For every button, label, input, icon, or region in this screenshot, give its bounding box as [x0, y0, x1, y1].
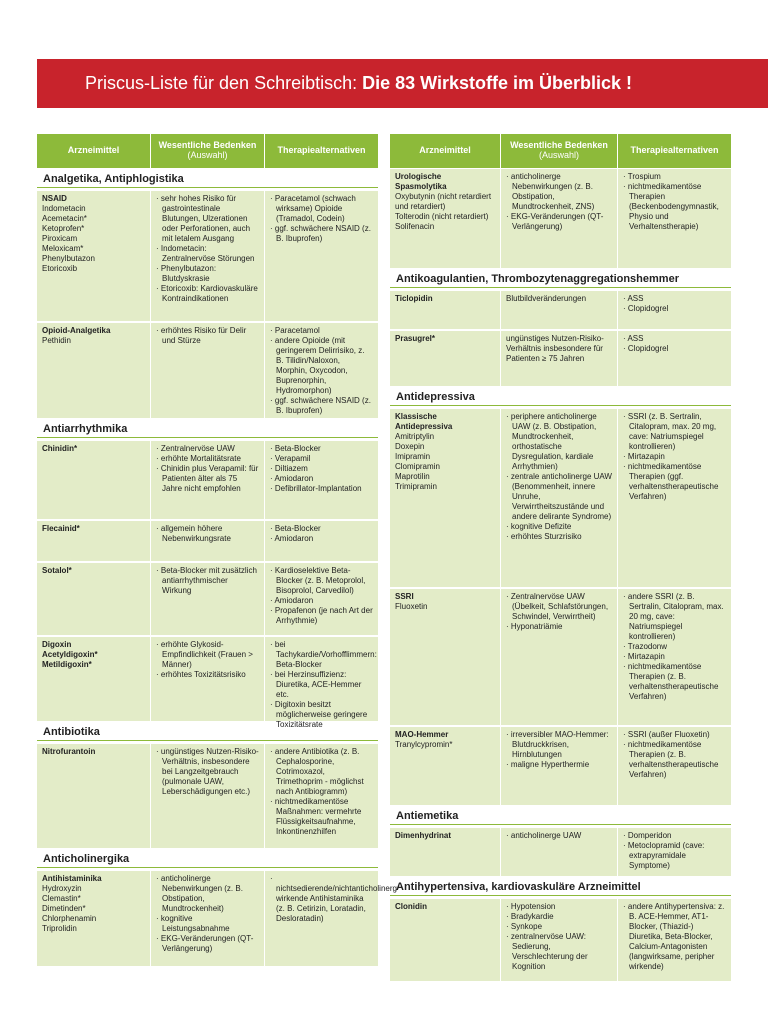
- drug-group-name: Clonidin: [395, 902, 427, 911]
- concern-cell: [151, 563, 264, 635]
- drug-group-name: Ticlopidin: [395, 294, 433, 303]
- header-alt: Therapiealternativen: [618, 134, 731, 168]
- drug-group-name: MAO-Hemmer: [395, 730, 449, 739]
- list-item: · ggf. schwächere NSAID (z. B. Ibuprofen): [270, 396, 373, 416]
- alternative-list: [270, 874, 397, 924]
- drug-name: Triprolidin: [42, 924, 77, 933]
- list-item: · Hyponatriämie: [506, 622, 612, 632]
- concern-text: Blutbildveränderungen: [506, 294, 587, 303]
- category-rows: [37, 441, 378, 729]
- drug-group-name: Digoxin: [42, 640, 72, 649]
- alternative-cell: [618, 409, 731, 587]
- concern-cell: [501, 409, 617, 587]
- drug-name: Clomipramin: [395, 462, 440, 471]
- category-rows: [390, 291, 731, 386]
- drug-cell: [37, 637, 150, 721]
- concern-list: [156, 874, 259, 954]
- concern-list: [156, 566, 259, 596]
- drug-name: Acemetacin*: [42, 214, 87, 223]
- list-item: · Domperidon: [623, 831, 726, 841]
- header-concern: [501, 134, 617, 168]
- header-concern-sub: (Auswahl): [538, 150, 579, 160]
- list-item: · ungünstiges Nutzen-Risiko-Verhältnis, insbesondere bei Langzeitgebrauch (pulmonale UAW, Leberschädigungen etc.): [156, 747, 259, 797]
- list-item: · zentrale anticholinerge UAW (Benommenheit, innere Unruhe, Verwirrtheitszustände und andere delirante Syndrome): [506, 472, 612, 522]
- list-item: · Trospium: [623, 172, 726, 182]
- concern-cell: [151, 191, 264, 321]
- category-title: Antidepressiva: [390, 389, 731, 406]
- list-item: · erhöhtes Sturzrisiko: [506, 532, 612, 542]
- drug-name: Oxybutynin (nicht retardiert und retardiert): [395, 192, 492, 211]
- concern-list: [156, 326, 259, 346]
- alternative-list: [623, 412, 726, 502]
- drug-group-name: Prasugrel*: [395, 334, 436, 343]
- list-item: · Amiodaron: [270, 596, 373, 606]
- concern-list: [156, 444, 259, 494]
- header-drug: Arzneimittel: [390, 134, 500, 168]
- list-item: · Zentralnervöse UAW: [156, 444, 259, 454]
- alternative-cell: [618, 291, 731, 329]
- drug-group-name: Opioid-Analgetika: [42, 326, 111, 335]
- list-item: · Paracetamol: [270, 326, 373, 336]
- alternative-list: [623, 294, 726, 314]
- drug-cell: [390, 331, 500, 386]
- drug-name: Indometacin: [42, 204, 86, 213]
- alternative-cell: [265, 637, 378, 729]
- concern-cell: [151, 441, 264, 519]
- list-item: · Propafenon (je nach Art der Arrhythmie): [270, 606, 373, 626]
- drug-name: Tranylcypromin*: [395, 740, 453, 749]
- drug-name: Ketoprofen*: [42, 224, 85, 233]
- list-item: · Defibrillator-Implantation: [270, 484, 373, 494]
- concern-list: [156, 194, 259, 304]
- alternative-cell: [618, 169, 731, 268]
- list-item: · nichtmedikamentöse Therapien (z. B. verhaltenstherapeutische Verfahren): [623, 740, 726, 780]
- header-alt: Therapiealternativen: [265, 134, 378, 168]
- list-item: · Chinidin plus Verapamil: für Patienten älter als 75 Jahre nicht empfohlen: [156, 464, 259, 494]
- alternative-cell: [265, 563, 378, 635]
- drug-cell: [37, 323, 150, 418]
- drug-group-name: Metildigoxin*: [42, 660, 92, 669]
- list-item: · Hypotension: [506, 902, 612, 912]
- drug-name: Pethidin: [42, 336, 71, 345]
- drug-group-name: Urologische Spasmolytika: [395, 172, 447, 191]
- drug-cell: [37, 744, 150, 848]
- drug-name: Trimipramin: [395, 482, 437, 491]
- list-item: · kognitive Leistungsabnahme: [156, 914, 259, 934]
- drug-cell: [390, 828, 500, 876]
- drug-cell: [390, 291, 500, 329]
- concern-list: [156, 640, 259, 680]
- category-rows: [37, 871, 397, 966]
- concern-cell: [151, 744, 264, 848]
- alternative-cell: [618, 589, 731, 725]
- list-item: · Trazodonw: [623, 642, 726, 652]
- concern-list: [506, 412, 612, 542]
- concern-cell: [501, 727, 617, 805]
- list-item: · Mirtazapin: [623, 652, 726, 662]
- concern-list: [506, 730, 612, 770]
- table-header: [37, 134, 378, 168]
- category-rows: [37, 744, 378, 848]
- category-rows: [390, 409, 731, 805]
- title-banner: [37, 59, 768, 108]
- alternative-cell: [265, 441, 378, 519]
- drug-name: Clemastin*: [42, 894, 81, 903]
- list-item: · ASS: [623, 334, 726, 344]
- drug-cell: [390, 169, 500, 268]
- list-item: · maligne Hyperthermie: [506, 760, 612, 770]
- drug-cell: [390, 727, 500, 805]
- drug-name: Etoricoxib: [42, 264, 78, 273]
- alternative-list: [270, 194, 373, 244]
- drug-group-name: Klassische Antidepressiva: [395, 412, 453, 431]
- list-item: · kognitive Defizite: [506, 522, 612, 532]
- list-item: · EKG-Veränderungen (QT-Verlängerung): [156, 934, 259, 954]
- category-title: Antihypertensiva, kardiovaskuläre Arzneimittel: [390, 879, 731, 896]
- drug-name: Piroxicam: [42, 234, 78, 243]
- list-item: · Mirtazapin: [623, 452, 726, 462]
- alternative-cell: [618, 899, 731, 981]
- alternative-list: [623, 334, 726, 354]
- concern-list: [156, 747, 259, 797]
- alternative-cell: [618, 828, 731, 876]
- alternative-list: [270, 326, 373, 416]
- drug-name: Meloxicam*: [42, 244, 84, 253]
- drug-group-name: Flecainid*: [42, 524, 80, 533]
- alternative-list: [623, 172, 726, 232]
- list-item: · ASS: [623, 294, 726, 304]
- concern-cell: [501, 291, 617, 329]
- drug-group-name: NSAID: [42, 194, 67, 203]
- list-item: · periphere anticholinerge UAW (z. B. Obstipation, Mundtrockenheit, orthostatische Dysregulation, kardiale Arrhythmien): [506, 412, 612, 472]
- list-item: · Verapamil: [270, 454, 373, 464]
- list-item: · allgemein höhere Nebenwirkungsrate: [156, 524, 259, 544]
- drug-cell: [390, 409, 500, 587]
- list-item: · erhöhte Glykosid-Empfindlichkeit (Frauen > Männer): [156, 640, 259, 670]
- alternative-cell: [618, 331, 731, 386]
- list-item: · Bradykardie: [506, 912, 612, 922]
- list-item: · andere SSRI (z. B. Sertralin, Citalopram, max. 20 mg, cave: Natriumspiegel kontrollieren): [623, 592, 726, 642]
- list-item: · Clopidogrel: [623, 304, 726, 314]
- list-item: · Beta-Blocker: [270, 444, 373, 454]
- alternative-list: [623, 730, 726, 780]
- drug-group-name: Sotalol*: [42, 566, 72, 575]
- alternative-cell: [265, 521, 378, 561]
- list-item: · bei Herzinsuffizienz: Diuretika, ACE-Hemmer etc.: [270, 670, 373, 700]
- concern-list: [506, 172, 612, 232]
- drug-group-name: Nitrofurantoin: [42, 747, 96, 756]
- list-item: · Kardioselektive Beta-Blocker (z. B. Metoprolol, Bisoprolol, Carvedilol): [270, 566, 373, 596]
- list-item: · Paracetamol (schwach wirksame) Opioide (Tramadol, Codein): [270, 194, 373, 224]
- drug-name: Chlorphenamin: [42, 914, 97, 923]
- list-item: · Metoclopramid (cave: extrapyramidale Symptome): [623, 841, 726, 871]
- title-normal: Priscus-Liste für den Schreibtisch:: [85, 73, 358, 93]
- list-item: · nichtmedikamentöse Therapien (z. B. verhaltenstherapeutische Verfahren): [623, 662, 726, 702]
- alternative-list: [623, 592, 726, 702]
- alternative-list: [270, 444, 373, 494]
- drug-group-name: SSRI: [395, 592, 414, 601]
- list-item: · Beta-Blocker: [270, 524, 373, 534]
- drug-group-name: Antihistaminika: [42, 874, 102, 883]
- list-item: · Phenylbutazon: Blutdyskrasie: [156, 264, 259, 284]
- drug-group-name: Acetyldigoxin*: [42, 650, 98, 659]
- drug-name: Hydroxyzin: [42, 884, 82, 893]
- list-item: · SSRI (außer Fluoxetin): [623, 730, 726, 740]
- category-rows: [390, 899, 731, 981]
- list-item: · EKG-Veränderungen (QT-Verlängerung): [506, 212, 612, 232]
- concern-cell: [151, 521, 264, 561]
- drug-cell: [37, 191, 150, 321]
- list-item: · Beta-Blocker mit zusätzlich antiarrhythmischer Wirkung: [156, 566, 259, 596]
- category-title: Antiemetika: [390, 808, 731, 825]
- category-rows: [390, 828, 731, 876]
- header-concern-label: Wesentliche Bedenken: [510, 140, 608, 151]
- concern-cell: [151, 871, 264, 966]
- list-item: · zentralnervöse UAW: Sedierung, Verschlechterung der Kognition: [506, 932, 612, 972]
- category-title: Antikoagulantien, Thrombozytenaggregationshemmer: [390, 271, 731, 288]
- list-item: · Amiodaron: [270, 474, 373, 484]
- alternative-list: [270, 747, 373, 837]
- category-title: Anticholinergika: [37, 851, 378, 868]
- list-item: · andere Antihypertensiva: z. B. ACE-Hemmer, AT1-Blocker, (Thiazid-) Diuretika, Beta-Blocker, Calcium-Antagonisten (langwirksame, peripher wirkende): [623, 902, 726, 972]
- concern-list: [506, 902, 612, 972]
- concern-cell: [151, 637, 264, 721]
- concern-list: [156, 524, 259, 544]
- list-item: · andere Antibiotika (z. B. Cephalosporine, Cotrimoxazol, Trimethoprim - möglichst nach Antibiogramm): [270, 747, 373, 797]
- drug-group-name: Chinidin*: [42, 444, 78, 453]
- alternative-cell: [265, 191, 378, 321]
- right-table: [390, 134, 731, 981]
- drug-name: Tolterodin (nicht retardiert): [395, 212, 489, 221]
- drug-cell: [37, 871, 150, 966]
- alternative-cell: [265, 323, 378, 418]
- list-item: · Synkope: [506, 922, 612, 932]
- list-item: · ggf. schwächere NSAID (z. B. Ibuprofen): [270, 224, 373, 244]
- list-item: · sehr hohes Risiko für gastrointestinale Blutungen, Ulzerationen oder Perforationen, auch mit letalem Ausgang: [156, 194, 259, 244]
- drug-name: Dimetinden*: [42, 904, 86, 913]
- table-header: [390, 134, 731, 168]
- list-item: · nichtmedikamentöse Therapien (Beckenbodengymnastik, Physio und Verhaltenstherapie): [623, 182, 726, 232]
- drug-cell: [390, 899, 500, 981]
- list-item: · bei Tachykardie/Vorhofflimmern: Beta-Blocker: [270, 640, 373, 670]
- alternative-cell: [265, 744, 378, 848]
- list-item: · Amiodaron: [270, 534, 373, 544]
- list-item: · Diltiazem: [270, 464, 373, 474]
- drug-cell: [37, 441, 150, 519]
- drug-name: Doxepin: [395, 442, 425, 451]
- drug-name: Amitriptylin: [395, 432, 435, 441]
- alternative-cell: [265, 871, 397, 966]
- list-item: · andere Opioide (mit geringerem Delirrisiko, z. B. Tilidin/Naloxon, Morphin, Oxycodon, Buprenorphin, Hydromorphon): [270, 336, 373, 396]
- concern-list: [506, 831, 612, 841]
- list-item: · anticholinerge Nebenwirkungen (z. B. Obstipation, Mundtrockenheit): [156, 874, 259, 914]
- list-item: · Zentralnervöse UAW (Übelkeit, Schlafstörungen, Schwindel, Verwirrtheit): [506, 592, 612, 622]
- category-title: Antiarrhythmika: [37, 421, 378, 438]
- drug-name: Fluoxetin: [395, 602, 428, 611]
- alternative-list: [270, 566, 373, 626]
- left-table: [37, 134, 397, 966]
- header-concern-sub: (Auswahl): [187, 150, 228, 160]
- category-title: Antibiotika: [37, 724, 378, 741]
- list-item: · nichtmedikamentöse Maßnahmen: vermehrte Flüssigkeitsaufnahme, Inkontinenzhilfen: [270, 797, 373, 837]
- concern-text: ungünstiges Nutzen-Risiko-Verhältnis insbesondere für Patienten ≥ 75 Jahren: [506, 334, 604, 363]
- drug-cell: [390, 589, 500, 725]
- concern-cell: [501, 828, 617, 876]
- list-item: · SSRI (z. B. Sertralin, Citalopram, max. 20 mg, cave: Natriumspiegel kontrollieren): [623, 412, 726, 452]
- header-concern-label: Wesentliche Bedenken: [158, 140, 257, 151]
- header-drug: Arzneimittel: [37, 134, 150, 168]
- list-item: · Etoricoxib: Kardiovaskuläre Kontraindikationen: [156, 284, 259, 304]
- title-bold: Die 83 Wirkstoffe im Überblick !: [362, 73, 633, 93]
- drug-name: Imipramin: [395, 452, 431, 461]
- alternative-list: [270, 640, 377, 730]
- drug-name: Maprotilin: [395, 472, 430, 481]
- alternative-cell: [618, 727, 731, 805]
- list-item: · Digitoxin besitzt möglicherweise geringere Toxizitätsrate: [270, 700, 373, 730]
- drug-group-name: Dimenhydrinat: [395, 831, 452, 840]
- header-concern: [151, 134, 264, 168]
- category-title: Analgetika, Antiphlogistika: [37, 171, 378, 188]
- list-item: · nichtmedikamentöse Therapien (ggf. verhaltenstherapeutische Verfahren): [623, 462, 726, 502]
- drug-cell: [37, 521, 150, 561]
- drug-name: Solifenacin: [395, 222, 435, 231]
- alternative-list: [623, 831, 726, 871]
- concern-cell: [501, 331, 617, 386]
- list-item: · nichtsedierende/nichtanticholinerg wirkende Antihistaminika (z. B. Cetirizin, Loratadin, Desloratadin): [270, 874, 373, 924]
- list-item: · irreversibler MAO-Hemmer: Blutdruckkrisen, Hirnblutungen: [506, 730, 612, 760]
- list-item: · Clopidogrel: [623, 344, 726, 354]
- category-rows: [390, 169, 731, 268]
- alternative-list: [623, 902, 726, 972]
- list-item: · erhöhtes Toxizitätsrisiko: [156, 670, 259, 680]
- concern-list: [506, 592, 612, 632]
- list-item: · anticholinerge Nebenwirkungen (z. B. Obstipation, Mundtrockenheit, ZNS): [506, 172, 612, 212]
- list-item: · erhöhte Mortalitätsrate: [156, 454, 259, 464]
- drug-name: Phenylbutazon: [42, 254, 95, 263]
- list-item: · Indometacin: Zentralnervöse Störungen: [156, 244, 259, 264]
- drug-cell: [37, 563, 150, 635]
- concern-cell: [501, 589, 617, 725]
- concern-cell: [501, 169, 617, 268]
- category-rows: [37, 191, 378, 418]
- concern-cell: [151, 323, 264, 418]
- list-item: · erhöhtes Risiko für Delir und Stürze: [156, 326, 259, 346]
- list-item: · anticholinerge UAW: [506, 831, 612, 841]
- concern-cell: [501, 899, 617, 981]
- alternative-list: [270, 524, 373, 544]
